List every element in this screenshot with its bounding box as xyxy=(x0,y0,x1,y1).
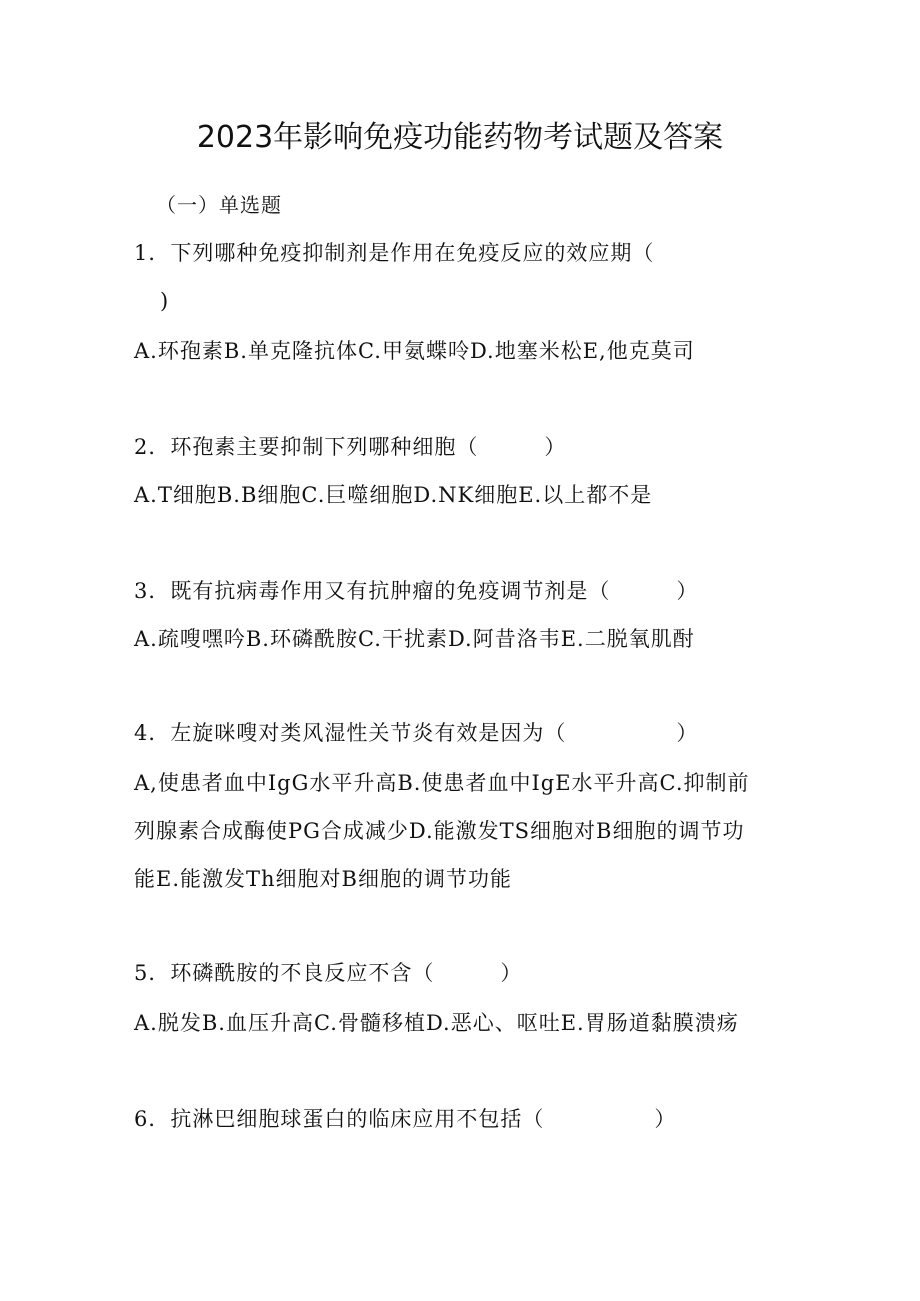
question-2-options: A.T细胞B.B细胞C.巨噬细胞D.NK细胞E.以上都不是 xyxy=(134,483,653,507)
section-heading: （一）单选题 xyxy=(156,193,282,217)
question-3-stem: 3．既有抗病毒作用又有抗肿瘤的免疫调节剂是（ ） xyxy=(134,579,699,603)
question-2-stem: 2．环孢素主要抑制下列哪种细胞（ ） xyxy=(134,435,567,459)
question-3-options: A.疏嗖嘿吟B.环磷酰胺C.干扰素D.阿昔洛韦E.二脱氧肌酎 xyxy=(134,627,695,651)
question-4-stem: 4．左旋咪嗖对类风湿性关节炎有效是因为（ ） xyxy=(134,721,699,745)
document-title: 2023年影响免疫功能药物考试题及答案 xyxy=(196,120,724,155)
question-5-options: A.脱发B.血压升高C.骨髓移植D.恶心、呕吐E.胃肠道黏膜溃疡 xyxy=(134,1011,739,1035)
question-4-options-line-1: A,使患者血中IgG水平升高B.使患者血中IgE水平升高C.抑制前 xyxy=(134,771,750,795)
question-4-options-line-3: 能E.能激发Th细胞对B细胞的调节功能 xyxy=(134,867,512,891)
question-6-stem: 6．抗淋巴细胞球蛋白的临床应用不包括（ ） xyxy=(134,1107,677,1131)
question-4-options-line-2: 列腺素合成酶使PG合成减少D.能激发TS细胞对B细胞的调节功 xyxy=(134,819,745,843)
question-1-options: A.环孢素B.单克隆抗体C.甲氨蝶呤D.地塞米松E,他克莫司 xyxy=(134,339,695,363)
question-1-stem: 1．下列哪种免疫抑制剂是作用在免疫反应的效应期（ xyxy=(134,241,655,265)
question-1-stem-cont: ) xyxy=(160,289,170,313)
question-5-stem: 5．环磷酰胺的不良反应不含（ ） xyxy=(134,961,523,985)
